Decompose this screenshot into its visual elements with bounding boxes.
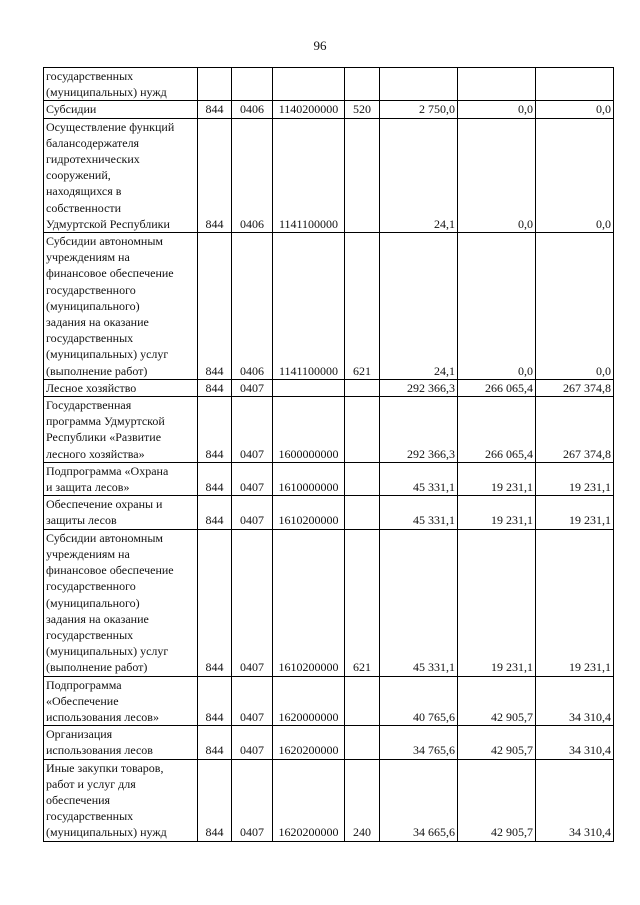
table-row: [44, 397, 614, 463]
cell-amount-year1: 2 750,0: [380, 101, 458, 118]
cell-section: 0407: [232, 676, 273, 726]
cell-grbs: 844: [198, 759, 232, 841]
cell-section: 0406: [232, 118, 273, 232]
cell-expense-type: 240: [345, 759, 380, 841]
cell-amount-year2: 0,0: [458, 118, 536, 232]
cell-section: 0407: [232, 397, 273, 463]
table-row: [44, 529, 614, 676]
table-row: [44, 68, 614, 101]
cell-grbs: 844: [198, 726, 232, 759]
cell-amount-year2: 19 231,1: [458, 496, 536, 529]
cell-name: Обеспечение охраны и защиты лесов: [44, 496, 198, 529]
cell-amount-year1: 24,1: [380, 233, 458, 380]
cell-amount-year3: 0,0: [536, 233, 614, 380]
cell-amount-year1: 40 765,6: [380, 676, 458, 726]
cell-amount-year1: 45 331,1: [380, 529, 458, 676]
cell-name: Субсидии автономным учреждениям на финансовое обеспечение государственного (муниципального) задания на оказание государственных (муниципальных) услуг (выполнение работ): [44, 233, 198, 380]
cell-amount-year2: 19 231,1: [458, 462, 536, 495]
table-row: [44, 726, 614, 759]
cell-expense-type: [345, 726, 380, 759]
cell-amount-year3: 0,0: [536, 101, 614, 118]
cell-section: 0407: [232, 462, 273, 495]
cell-amount-year1: 24,1: [380, 118, 458, 232]
cell-name: государственных (муниципальных) нужд: [44, 68, 198, 101]
cell-grbs: 844: [198, 462, 232, 495]
cell-target-article: 1620200000: [273, 759, 345, 841]
cell-expense-type: [345, 118, 380, 232]
cell-amount-year2: [458, 68, 536, 101]
cell-target-article: 1620200000: [273, 726, 345, 759]
cell-target-article: 1141100000: [273, 233, 345, 380]
cell-grbs: [198, 68, 232, 101]
cell-name: Государственная программа Удмуртской Республики «Развитие лесного хозяйства»: [44, 397, 198, 463]
cell-target-article: [273, 68, 345, 101]
cell-grbs: 844: [198, 676, 232, 726]
cell-target-article: 1610200000: [273, 529, 345, 676]
table-row: [44, 496, 614, 529]
cell-grbs: 844: [198, 379, 232, 396]
cell-target-article: 1610000000: [273, 462, 345, 495]
cell-name: Иные закупки товаров, работ и услуг для обеспечения государственных (муниципальных) нужд: [44, 759, 198, 841]
cell-expense-type: [345, 496, 380, 529]
cell-section: 0406: [232, 101, 273, 118]
cell-expense-type: 520: [345, 101, 380, 118]
cell-amount-year2: 266 065,4: [458, 379, 536, 396]
cell-expense-type: [345, 379, 380, 396]
cell-section: 0406: [232, 233, 273, 380]
cell-amount-year3: 34 310,4: [536, 759, 614, 841]
cell-target-article: 1141100000: [273, 118, 345, 232]
cell-section: 0407: [232, 529, 273, 676]
cell-amount-year3: 34 310,4: [536, 676, 614, 726]
cell-amount-year2: 42 905,7: [458, 759, 536, 841]
table-row: [44, 379, 614, 396]
cell-amount-year3: 19 231,1: [536, 496, 614, 529]
cell-amount-year3: [536, 68, 614, 101]
cell-amount-year2: 42 905,7: [458, 676, 536, 726]
cell-amount-year1: 34 665,6: [380, 759, 458, 841]
cell-name: Подпрограмма «Обеспечение использования лесов»: [44, 676, 198, 726]
cell-amount-year1: 292 366,3: [380, 397, 458, 463]
cell-expense-type: [345, 397, 380, 463]
cell-amount-year2: 266 065,4: [458, 397, 536, 463]
cell-section: 0407: [232, 379, 273, 396]
table-row: [44, 759, 614, 841]
cell-expense-type: 621: [345, 529, 380, 676]
cell-grbs: 844: [198, 496, 232, 529]
cell-amount-year2: 42 905,7: [458, 726, 536, 759]
cell-expense-type: [345, 462, 380, 495]
cell-name: Субсидии автономным учреждениям на финансовое обеспечение государственного (муниципального) задания на оказание государственных (муниципальных) услуг (выполнение работ): [44, 529, 198, 676]
cell-amount-year1: 45 331,1: [380, 462, 458, 495]
table-row: [44, 676, 614, 726]
cell-grbs: 844: [198, 397, 232, 463]
cell-section: 0407: [232, 726, 273, 759]
cell-amount-year2: 0,0: [458, 233, 536, 380]
cell-amount-year1: 292 366,3: [380, 379, 458, 396]
cell-target-article: 1610200000: [273, 496, 345, 529]
cell-amount-year3: 267 374,8: [536, 379, 614, 396]
cell-amount-year3: 267 374,8: [536, 397, 614, 463]
cell-amount-year1: [380, 68, 458, 101]
cell-amount-year1: 45 331,1: [380, 496, 458, 529]
cell-name: Субсидии: [44, 101, 198, 118]
cell-amount-year1: 34 765,6: [380, 726, 458, 759]
cell-expense-type: [345, 676, 380, 726]
cell-grbs: 844: [198, 101, 232, 118]
page-number: 96: [313, 38, 327, 53]
cell-amount-year3: 19 231,1: [536, 462, 614, 495]
cell-name: Подпрограмма «Охрана и защита лесов»: [44, 462, 198, 495]
cell-target-article: 1600000000: [273, 397, 345, 463]
table-row: [44, 233, 614, 380]
cell-amount-year3: 34 310,4: [536, 726, 614, 759]
cell-section: 0407: [232, 759, 273, 841]
cell-grbs: 844: [198, 118, 232, 232]
cell-target-article: 1140200000: [273, 101, 345, 118]
cell-target-article: [273, 379, 345, 396]
table-row: [44, 101, 614, 118]
cell-grbs: 844: [198, 233, 232, 380]
cell-expense-type: [345, 68, 380, 101]
cell-section: 0407: [232, 496, 273, 529]
table-row: [44, 462, 614, 495]
cell-name: Организация использования лесов: [44, 726, 198, 759]
budget-table: [43, 67, 614, 842]
cell-section: [232, 68, 273, 101]
cell-amount-year3: 0,0: [536, 118, 614, 232]
cell-amount-year3: 19 231,1: [536, 529, 614, 676]
cell-grbs: 844: [198, 529, 232, 676]
cell-name: Лесное хозяйство: [44, 379, 198, 396]
cell-amount-year2: 19 231,1: [458, 529, 536, 676]
cell-amount-year2: 0,0: [458, 101, 536, 118]
cell-name: Осуществление функций балансодержателя гидротехнических сооружений, находящихся в собственности Удмуртской Республики: [44, 118, 198, 232]
cell-target-article: 1620000000: [273, 676, 345, 726]
cell-expense-type: 621: [345, 233, 380, 380]
table-row: [44, 118, 614, 232]
